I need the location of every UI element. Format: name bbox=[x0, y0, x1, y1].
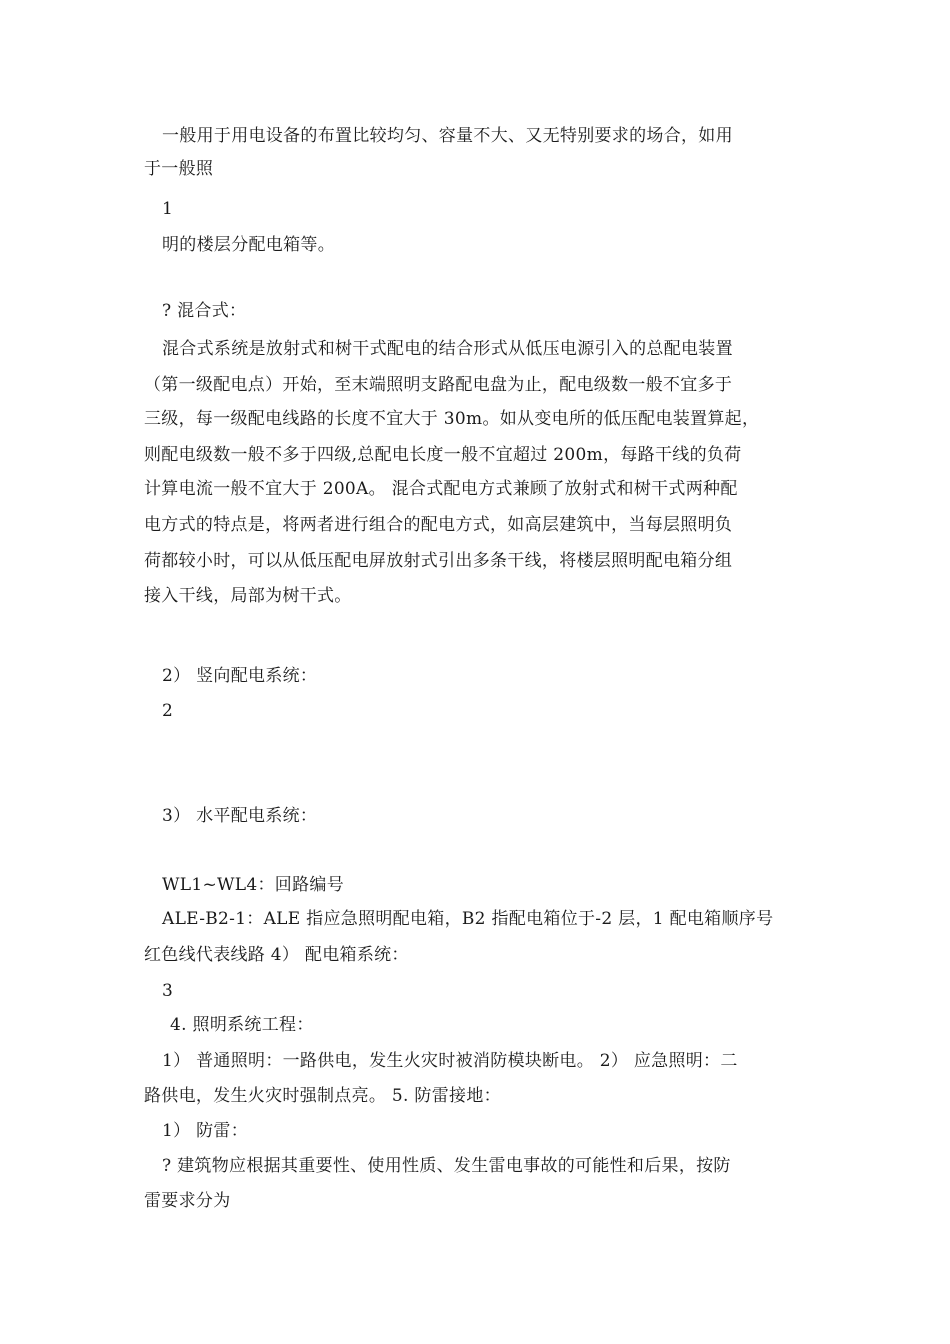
paragraph-line: 电方式的特点是，将两者进行组合的配电方式，如高层建筑中，当每层照明负 bbox=[144, 515, 733, 535]
section-heading: 2） 竖向配电系统： bbox=[162, 666, 318, 686]
paragraph-line: 计算电流一般不宜大于 200A。 混合式配电方式兼顾了放射式和树干式两种配 bbox=[144, 479, 738, 499]
paragraph-line: 红色线代表线路 4） 配电箱系统： bbox=[144, 945, 409, 965]
paragraph-line: ? 建筑物应根据其重要性、使用性质、发生雷电事故的可能性和后果，按防 bbox=[162, 1156, 731, 1176]
paragraph-line: 明的楼层分配电箱等。 bbox=[162, 235, 335, 255]
paragraph-line: 接入干线，局部为树干式。 bbox=[144, 586, 352, 606]
section-heading: 3） 水平配电系统： bbox=[162, 806, 318, 826]
page-number: 3 bbox=[162, 981, 174, 1001]
section-heading: 4. 照明系统工程： bbox=[170, 1015, 314, 1035]
paragraph-line: ALE-B2-1：ALE 指应急照明配电箱，B2 指配电箱位于-2 层，1 配电箱顺序号 bbox=[162, 909, 774, 929]
paragraph-line: 荷都较小时，可以从低压配电屏放射式引出多条干线，将楼层照明配电箱分组 bbox=[144, 551, 733, 571]
section-heading: ? 混合式： bbox=[162, 301, 247, 321]
paragraph-line: 一般用于用电设备的布置比较均匀、容量不大、又无特别要求的场合，如用 bbox=[162, 126, 733, 146]
paragraph-line: （第一级配电点）开始，至末端照明支路配电盘为止，配电级数一般不宜多于 bbox=[144, 375, 733, 395]
paragraph-line: 混合式系统是放射式和树干式配电的结合形式从低压电源引入的总配电装置 bbox=[162, 339, 733, 359]
page-number: 2 bbox=[162, 701, 174, 721]
paragraph-line: 雷要求分为 bbox=[144, 1191, 231, 1211]
paragraph-line: 三级，每一级配电线路的长度不宜大于 30m。如从变电所的低压配电装置算起， bbox=[144, 409, 760, 429]
paragraph-line: 则配电级数一般不多于四级,总配电长度一般不宜超过 200m，每路干线的负荷 bbox=[144, 445, 742, 465]
paragraph-line: 于一般照 bbox=[144, 159, 214, 179]
page-number: 1 bbox=[162, 199, 174, 219]
paragraph-line: WL1~WL4：回路编号 bbox=[162, 875, 345, 895]
paragraph-line: 路供电，发生火灾时强制点亮。 5. 防雷接地： bbox=[144, 1086, 501, 1106]
section-heading: 1） 防雷： bbox=[162, 1121, 249, 1141]
paragraph-line: 1） 普通照明：一路供电，发生火灾时被消防模块断电。 2） 应急照明：二 bbox=[162, 1051, 738, 1071]
